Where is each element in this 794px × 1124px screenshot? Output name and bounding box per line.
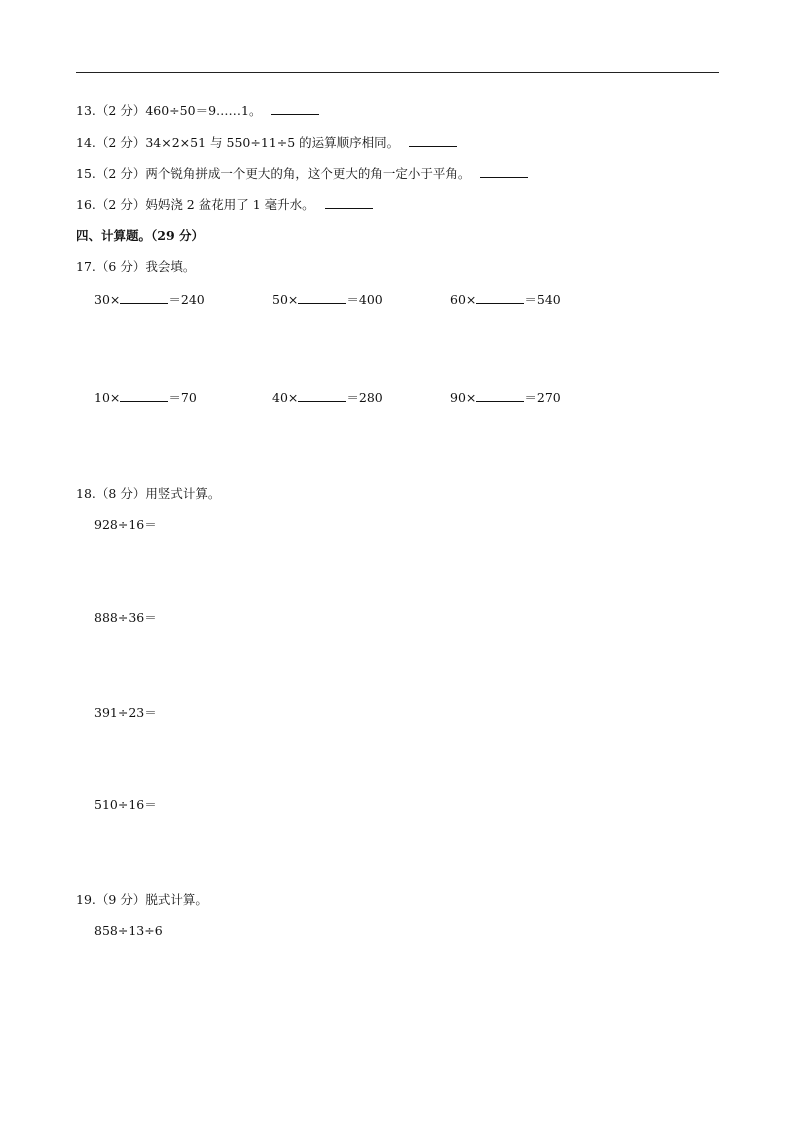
- fill-left: 10×: [94, 390, 121, 405]
- question-number: 15.: [76, 166, 96, 181]
- answer-blank[interactable]: [480, 166, 528, 178]
- question-13: [76, 103, 319, 119]
- question-text: 脱式计算。: [145, 892, 208, 907]
- question-17: [76, 259, 195, 275]
- question-number: 19.: [76, 892, 96, 907]
- calc-item: 858÷13÷6: [94, 923, 163, 938]
- fill-item: [272, 292, 383, 308]
- question-score: （2 分）: [95, 103, 146, 118]
- question-18: [76, 486, 220, 502]
- section-title: 四、计算题。（29 分）: [76, 228, 204, 243]
- question-score: （9 分）: [95, 892, 146, 907]
- answer-blank[interactable]: [298, 390, 346, 402]
- answer-blank[interactable]: [476, 390, 524, 402]
- fill-right: ＝270: [524, 390, 561, 405]
- question-number: 13.: [76, 103, 96, 118]
- fill-item: [94, 390, 197, 406]
- fill-left: 50×: [272, 292, 299, 307]
- fill-item: [272, 390, 383, 406]
- question-score: （6 分）: [95, 259, 146, 274]
- calc-item: 928÷16＝: [94, 517, 157, 532]
- question-text: 两个锐角拼成一个更大的角，这个更大的角一定小于平角。: [145, 166, 471, 181]
- fill-left: 60×: [450, 292, 477, 307]
- fill-right: ＝240: [168, 292, 205, 307]
- calc-item: 391÷23＝: [94, 705, 157, 720]
- question-text: 用竖式计算。: [145, 486, 221, 501]
- fill-left: 90×: [450, 390, 477, 405]
- question-number: 14.: [76, 135, 96, 150]
- fill-left: 40×: [272, 390, 299, 405]
- question-number: 17.: [76, 259, 96, 274]
- question-text: 460÷50＝9……1。: [145, 103, 262, 118]
- answer-blank[interactable]: [409, 135, 457, 147]
- question-score: （2 分）: [95, 135, 146, 150]
- fill-right: ＝540: [524, 292, 561, 307]
- question-number: 18.: [76, 486, 96, 501]
- answer-blank[interactable]: [120, 292, 168, 304]
- answer-blank[interactable]: [271, 103, 319, 115]
- question-16: [76, 197, 373, 213]
- question-text: 34×2×51 与 550÷11÷5 的运算顺序相同。: [145, 135, 400, 150]
- question-15: [76, 166, 528, 182]
- fill-item: [450, 292, 561, 308]
- fill-item: [94, 292, 205, 308]
- answer-blank[interactable]: [120, 390, 168, 402]
- answer-blank[interactable]: [298, 292, 346, 304]
- fill-left: 30×: [94, 292, 121, 307]
- answer-blank[interactable]: [476, 292, 524, 304]
- question-score: （8 分）: [95, 486, 146, 501]
- calc-item: 888÷36＝: [94, 610, 157, 625]
- fill-item: [450, 390, 561, 406]
- fill-right: ＝400: [346, 292, 383, 307]
- fill-right: ＝280: [346, 390, 383, 405]
- question-19: [76, 892, 208, 908]
- calc-item: 510÷16＝: [94, 797, 157, 812]
- question-score: （2 分）: [95, 197, 146, 212]
- question-14: [76, 135, 457, 151]
- answer-blank[interactable]: [325, 197, 373, 209]
- header-rule: [76, 72, 719, 73]
- question-score: （2 分）: [95, 166, 146, 181]
- question-text: 我会填。: [145, 259, 196, 274]
- question-text: 妈妈浇 2 盆花用了 1 毫升水。: [145, 197, 315, 212]
- question-number: 16.: [76, 197, 96, 212]
- fill-right: ＝70: [168, 390, 197, 405]
